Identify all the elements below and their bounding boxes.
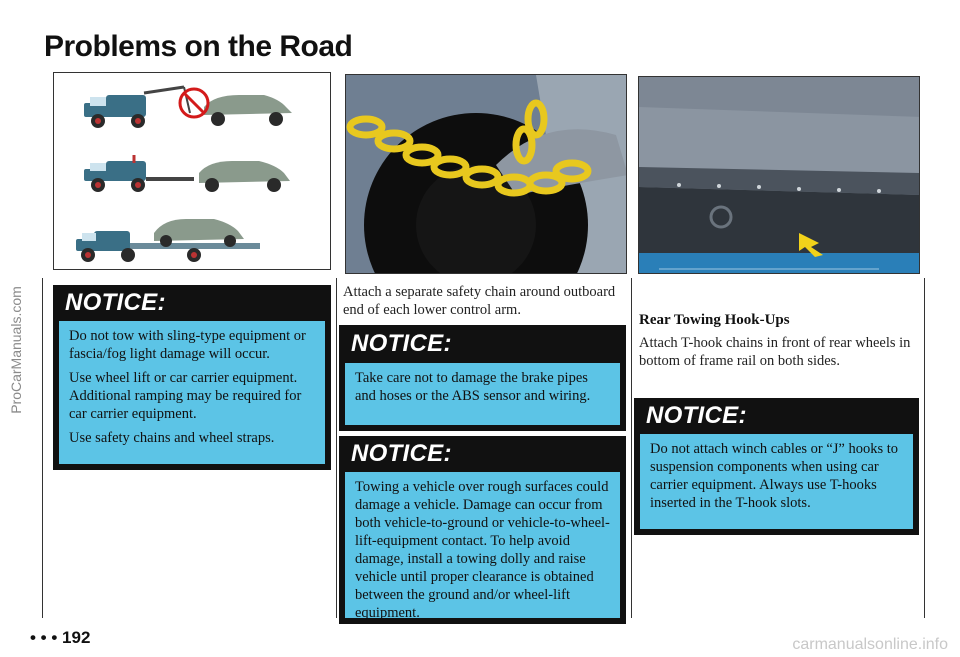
notice-header: NOTICE:	[646, 402, 747, 429]
towing-methods-drawing	[54, 73, 331, 270]
safety-chain-photo	[345, 74, 627, 274]
side-watermark-text: ProCarManuals.com	[8, 286, 24, 414]
notice-header: NOTICE:	[65, 289, 166, 316]
notice-paragraph: Use safety chains and wheel straps.	[69, 430, 275, 446]
rear-towing-instruction: Attach T-hook chains in front of rear wheels in bottom of frame rail on both sides.	[639, 335, 911, 369]
column-rule-middle	[336, 278, 337, 618]
page-title: Problems on the Road	[44, 30, 353, 63]
car-carrier-scene	[76, 219, 260, 262]
notice-body: Take care not to damage the brake pipes and hoses or the ABS sensor and wiring.	[345, 363, 620, 425]
page-number-value: 192	[62, 628, 91, 647]
notice-header: NOTICE:	[351, 330, 452, 357]
column-rule-left	[42, 278, 43, 618]
footer-watermark: carmanualsonline.info	[792, 636, 948, 653]
page-number-prefix: • • •	[30, 628, 58, 647]
notice-towing-equipment	[53, 285, 331, 470]
sling-tow-scene	[84, 87, 292, 128]
column-rule-right	[631, 278, 632, 618]
frame-rail-drawing	[639, 77, 920, 274]
side-watermark	[2, 150, 30, 550]
rear-towing-subhead: Rear Towing Hook-Ups	[639, 312, 790, 328]
notice-body	[59, 321, 325, 464]
notice-winch-cables	[634, 398, 919, 535]
notice-paragraph: Use wheel lift or car carrier equipment. Additional ramping may be required for car carrier equipment.	[69, 370, 302, 422]
notice-header: NOTICE:	[351, 440, 452, 467]
notice-paragraph: Do not tow with sling-type equipment or fascia/fog light damage will occur.	[69, 328, 306, 362]
safety-chain-instruction: Attach a separate safety chain around outboard end of each lower control arm.	[343, 284, 616, 318]
notice-body: Towing a vehicle over rough surfaces could damage a vehicle. Damage can occur from both vehicle-to-ground or vehicle-to-wheel-lift-equipment contact. To help avoid damage, install a towing dolly and raise vehicle until proper clearance is obtained between the ground and/or wheel-lift equipment.	[345, 472, 620, 618]
rear-frame-rail-photo	[638, 76, 920, 274]
notice-rough-surfaces	[339, 436, 626, 624]
notice-body: Do not attach winch cables or “J” hooks to suspension components when using car carrier equipment. Always use T-hooks inserted in the T-hook slots.	[640, 434, 913, 529]
notice-brake-pipes	[339, 325, 626, 431]
page-number	[30, 628, 90, 648]
wheel-lift-scene	[84, 155, 290, 192]
column-rule-far-right	[924, 278, 925, 618]
safety-chain-drawing	[346, 75, 627, 274]
towing-methods-illustration	[53, 72, 331, 270]
